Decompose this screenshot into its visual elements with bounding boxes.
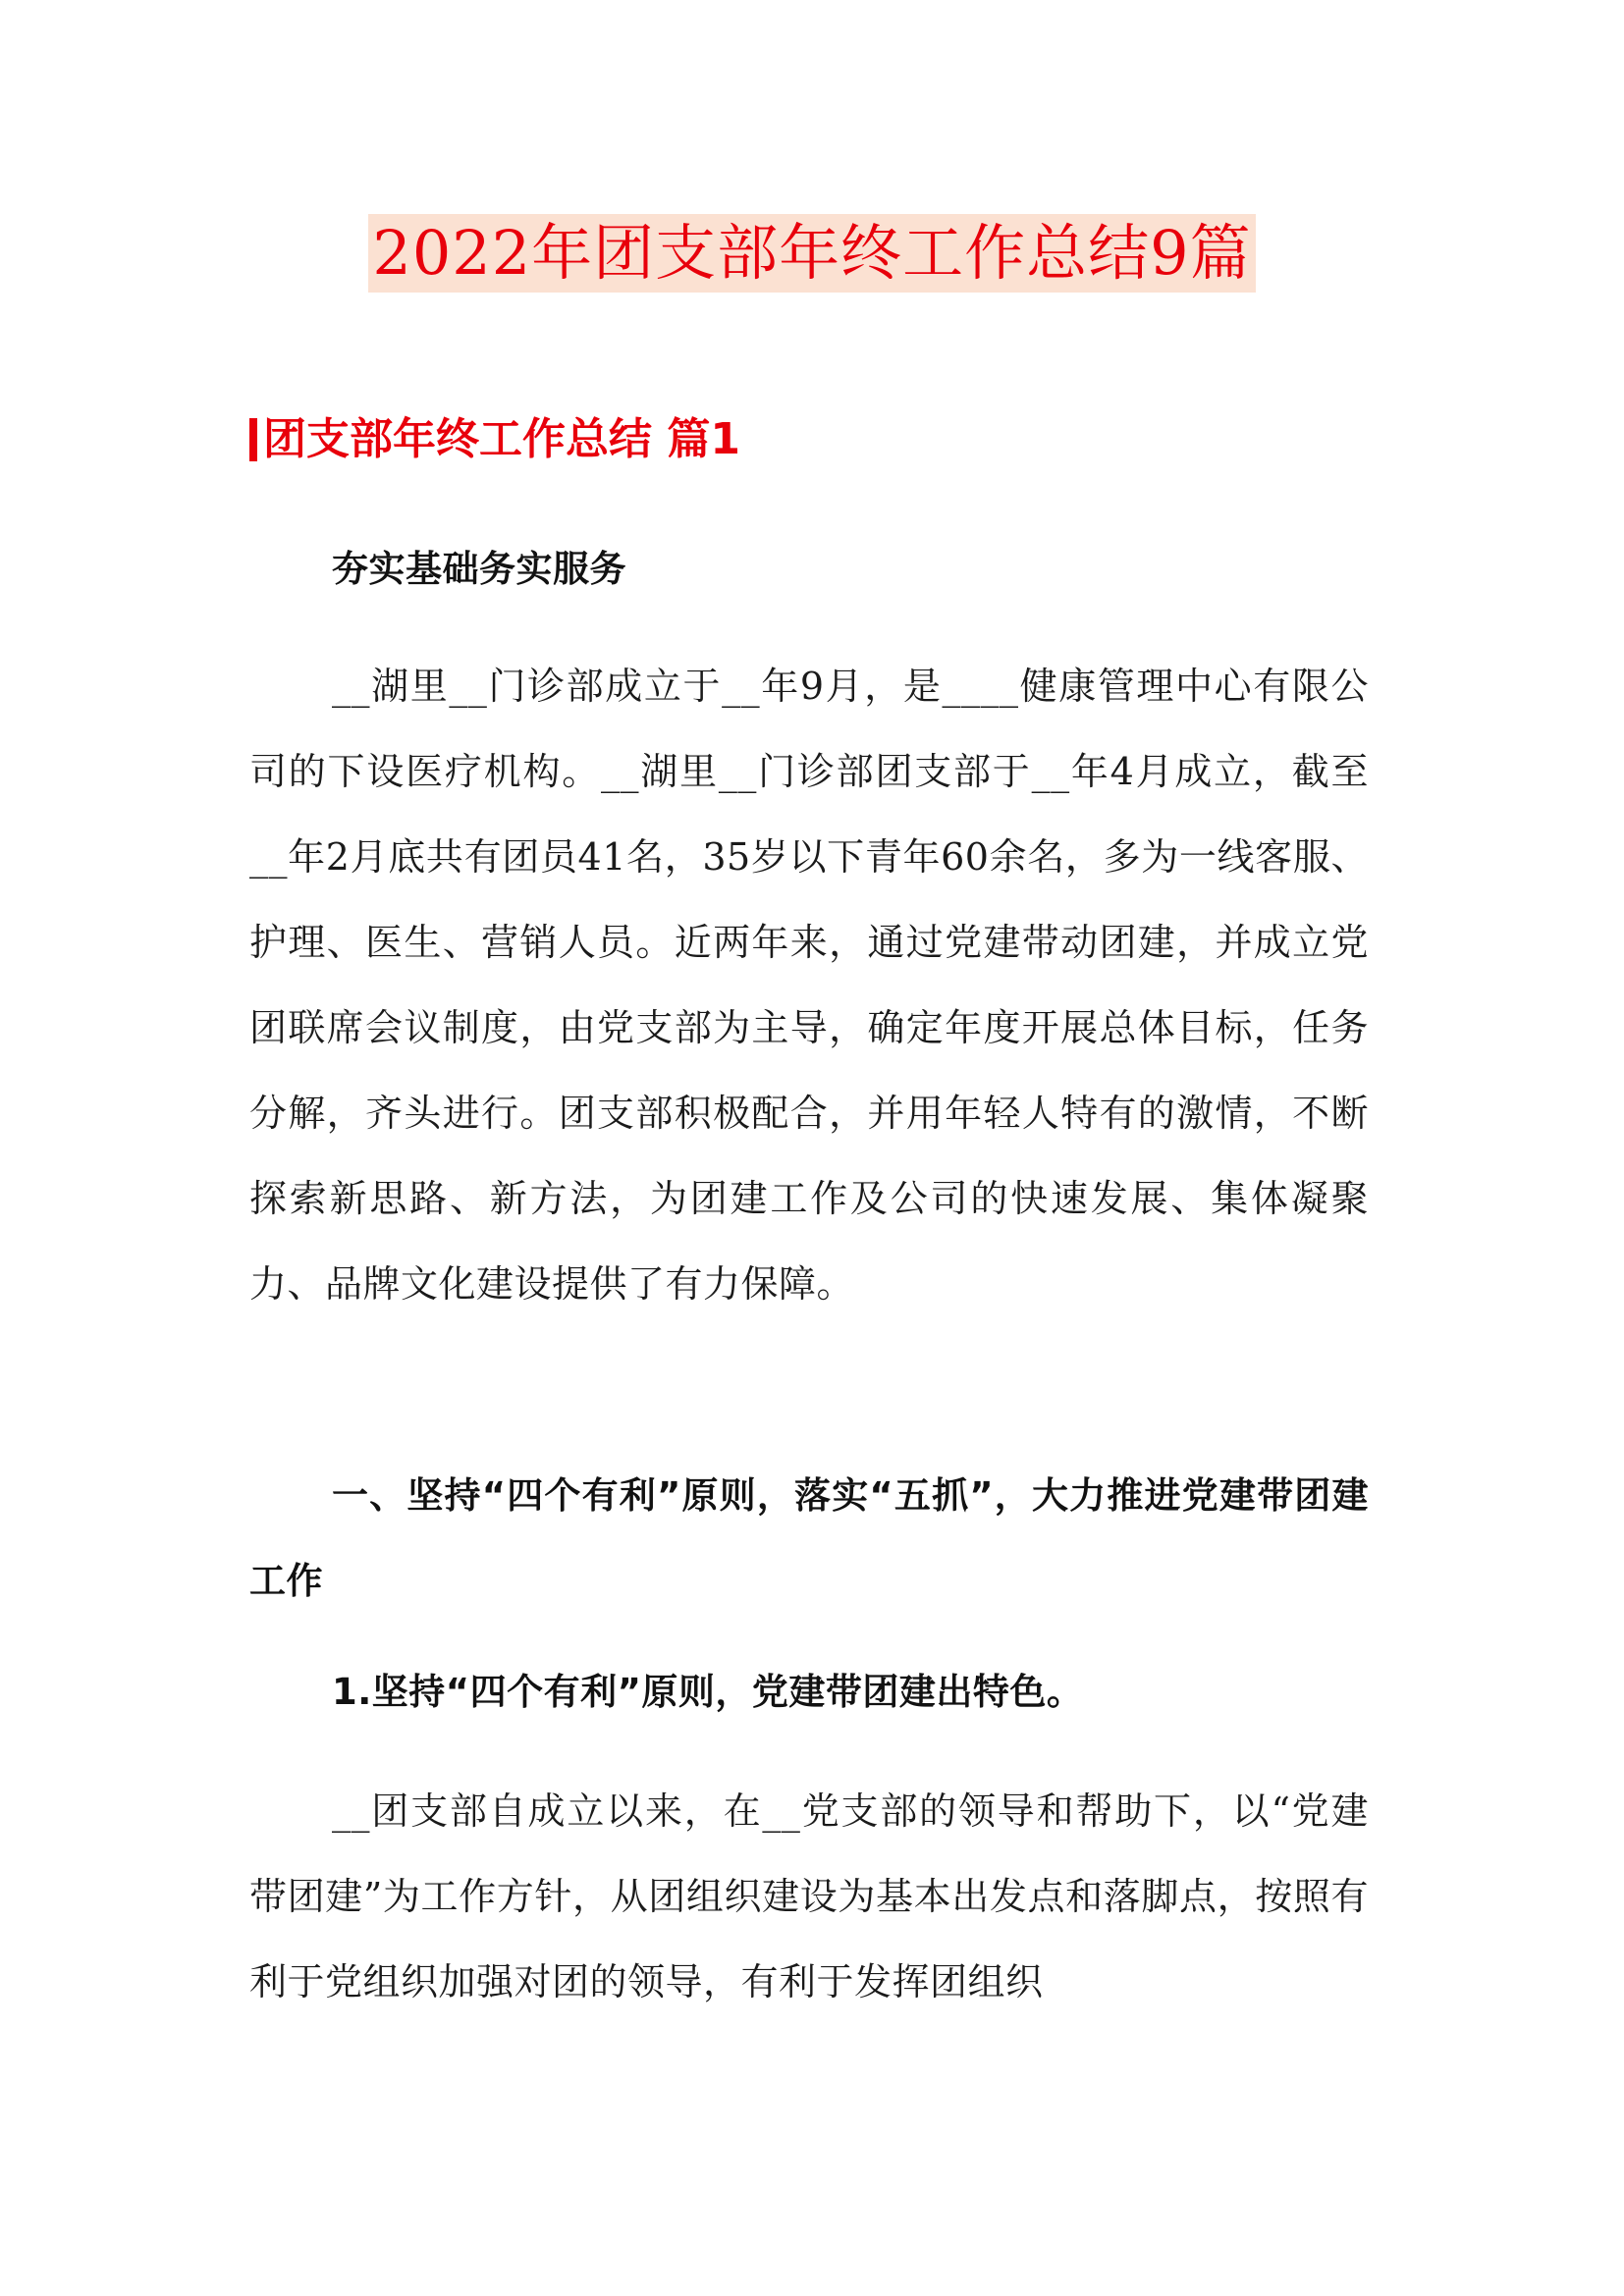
heading-principle: 一、坚持“四个有利”原则，落实“五抓”，大力推进党建带团建工作	[249, 1474, 1369, 1602]
section-marker-bar	[249, 418, 257, 461]
heading-point-1: 1.坚持“四个有利”原则，党建带团建出特色。	[332, 1671, 1084, 1713]
document-title	[0, 214, 1624, 293]
paragraph-intro: __湖里__门诊部成立于__年9月，是____健康管理中心有限公司的下设医疗机构。__湖里__门诊部团支部于__年4月成立，截至__年2月底共有团员41名，35岁以下青年60余名，多为一线客服、护理、医生、营销人员。近两年来，通过党建带动团建，并成立党团联席会议制度，由党支部为主导，确定年度开展总体目标，任务分解，齐头进行。团支部积极配合，并用年轻人特有的激情，不断探索新思路、新方法，为团建工作及公司的快速发展、集体凝聚力、品牌文化建设提供了有力保障。	[249, 665, 1369, 1306]
section-heading	[249, 410, 740, 469]
document-title-text: 2022年团支部年终工作总结9篇	[368, 214, 1255, 293]
section-heading-text: 团支部年终工作总结 篇1	[263, 414, 740, 464]
paragraph-body: __团支部自成立以来，在__党支部的领导和帮助下，以“党建带团建”为工作方针，从团组织建设为基本出发点和落脚点，按照有利于党组织加强对团的领导，有利于发挥团组织	[249, 1789, 1369, 2003]
subheading-foundation: 夯实基础务实服务	[332, 548, 626, 590]
